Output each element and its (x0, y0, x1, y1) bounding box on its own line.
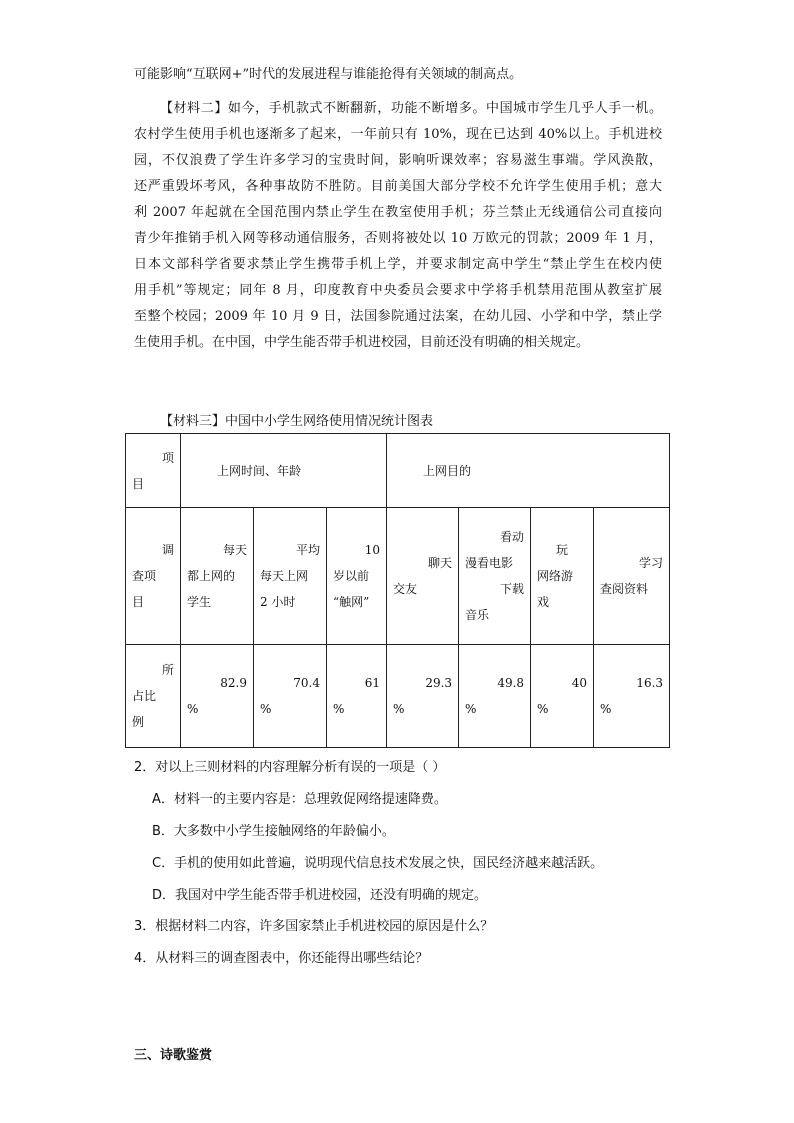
column-header-entertainment: 看动 漫看电影 下载 音乐 (459, 508, 531, 644)
column-header-daily-online: 每天 都上网的 学生 (181, 508, 254, 644)
text-line: 至整个校园；2009 年 10 月 9 日，法国参院通过法案，在幼儿园、小学和中学，禁止学 (134, 309, 662, 324)
value-cell: 16.3 % (594, 644, 670, 747)
question-3: 3．根据材料二内容，许多国家禁止手机进校园的原因是什么？ (134, 919, 494, 934)
value-cell: 29.3 % (387, 644, 459, 747)
value-cell: 40 % (531, 644, 594, 747)
text-line: 农村学生使用手机也逐渐多了起来，一年前只有 10%，现在已达到 40%以上。手机进校 (134, 127, 662, 142)
section-heading: 三、诗歌鉴赏 (134, 1048, 213, 1063)
value-cell: 70.4 % (254, 644, 327, 747)
question-4: 4．从材料三的调查图表中，你还能得出哪些结论？ (134, 951, 429, 966)
text-line: 园，不仅浪费了学生许多学习的宝贵时间，影响听课效率；容易滋生事端。学风涣散， (134, 153, 662, 168)
text-line: 青少年推销手机入网等移动通信服务，否则将被处以 10 万欧元的罚款；2009 年 1 月， (134, 231, 662, 246)
text-line: 还严重毁坏考风，各种事故防不胜防。目前美国大部分学校不允许学生使用手机；意大 (134, 179, 662, 194)
table-row (126, 434, 670, 508)
text-line: 用手机”等规定；同年 8 月，印度教育中央委员会要求中学将手机禁用范围从教室扩展 (134, 283, 662, 298)
column-header-chat: 聊天 交友 (387, 508, 459, 644)
column-header-two-hours: 平均 每天上网 2 小时 (254, 508, 327, 644)
group-header-time-age: 上网时间、年龄 (181, 434, 387, 508)
value-cell: 61 % (327, 644, 387, 747)
passage-continuation (134, 62, 662, 88)
option-a: A．材料一的主要内容是：总理敦促网络提速降费。 (152, 792, 447, 807)
corner-header-cell: 项 目 (126, 434, 181, 508)
table-caption: 【材料三】中国中小学生网络使用情况统计图表 (160, 414, 434, 429)
option-c: C．手机的使用如此普遍，说明现代信息技术发展之快，国民经济越来越活跃。 (152, 856, 604, 871)
material-two-paragraph (134, 96, 662, 356)
text-line: 日本文部科学省要求禁止学生携带手机上学，并要求制定高中学生“禁止学生在校内使 (134, 257, 662, 272)
text-line: 生使用手机。在中国，中学生能否带手机进校园，目前还没有明确的相关规定。 (134, 335, 590, 350)
row-header-survey-item: 调 查项 目 (126, 508, 181, 644)
question-2: 2．对以上三则材料的内容理解分析有误的一项是（ ） (134, 760, 446, 775)
column-header-study: 学习 查阅资料 (594, 508, 670, 644)
table-row (126, 508, 670, 644)
value-cell: 49.8 % (459, 644, 531, 747)
value-cell: 82.9 % (181, 644, 254, 747)
column-header-before-ten: 10 岁以前 “触网” (327, 508, 387, 644)
statistics-table (125, 433, 670, 748)
text-line: 可能影响“互联网+”时代的发展进程与谁能抢得有关领域的制高点。 (134, 67, 523, 82)
row-header-proportion: 所 占比 例 (126, 644, 181, 747)
group-header-purpose: 上网目的 (387, 434, 670, 508)
option-b: B．大多数中小学生接触网络的年龄偏小。 (152, 824, 395, 839)
column-header-games: 玩 网络游 戏 (531, 508, 594, 644)
text-line: 利 2007 年起就在全国范围内禁止学生在教室使用手机；芬兰禁止无线通信公司直接向 (134, 205, 662, 220)
table-row (126, 644, 670, 747)
option-d: D．我国对中学生能否带手机进校园，还没有明确的规定。 (152, 888, 488, 903)
text-line: 【材料二】如今，手机款式不断翻新，功能不断增多。中国城市学生几乎人手一机。 (160, 101, 662, 116)
